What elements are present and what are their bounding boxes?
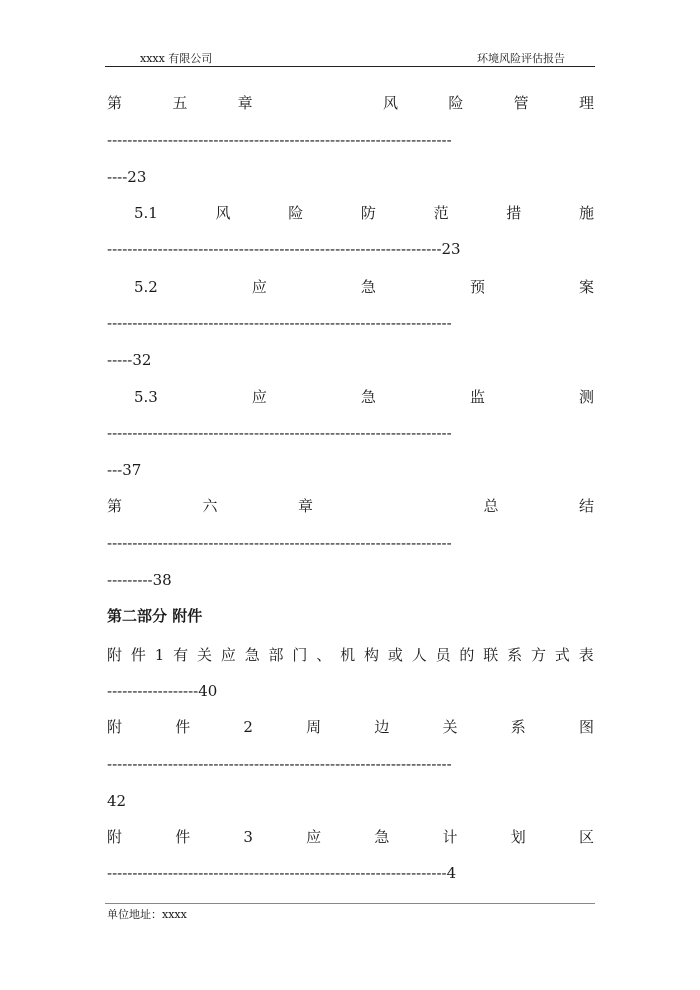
toc-ch6-title: 第 六 章 总 结 — [107, 497, 594, 515]
toc-ch5-page: ----23 — [107, 168, 147, 186]
appendix-2-page: 42 — [107, 792, 127, 810]
appendix-2-leader: -------------------------------------------------------------------- — [107, 755, 452, 773]
footer-rule — [105, 903, 595, 904]
toc-5-1-title: 5.1 风 险 防 范 措 施 — [134, 204, 594, 222]
toc-5-3-page: ---37 — [107, 461, 142, 479]
toc-5-1-leader: ------------------------------------------------------------------23 — [107, 240, 461, 258]
toc-5-2-leader: -------------------------------------------------------------------- — [107, 314, 452, 332]
part2-heading: 第二部分 附件 — [107, 607, 203, 625]
appendix-1-page: ------------------40 — [107, 682, 218, 700]
toc-5-2-page: -----32 — [107, 351, 152, 369]
toc-ch5-title: 第 五 章 风 险 管 理 — [107, 94, 594, 112]
toc-ch6-leader: -------------------------------------------------------------------- — [107, 534, 452, 552]
toc-ch6-page: ---------38 — [107, 571, 172, 589]
appendix-3-title: 附 件 3 应 急 计 划 区 — [107, 828, 594, 846]
header-company: xxxx 有限公司 — [140, 52, 213, 65]
toc-ch5-leader: -------------------------------------------------------------------- — [107, 131, 452, 149]
toc-5-2-title: 5.2 应 急 预 案 — [134, 278, 594, 296]
header-rule — [105, 66, 595, 67]
toc-5-3-leader: -------------------------------------------------------------------- — [107, 424, 452, 442]
appendix-1-title: 附 件 1 有 关 应 急 部 门 、 机 构 或 人 员 的 联 系 方 式 表 — [107, 646, 594, 664]
appendix-2-title: 附 件 2 周 边 关 系 图 — [107, 718, 594, 736]
header-report-title: 环境风险评估报告 — [477, 52, 565, 65]
appendix-3-leader: -------------------------------------------------------------------4 — [107, 864, 457, 882]
toc-5-3-title: 5.3 应 急 监 测 — [134, 388, 594, 406]
footer-address: 单位地址：xxxx — [107, 908, 187, 921]
